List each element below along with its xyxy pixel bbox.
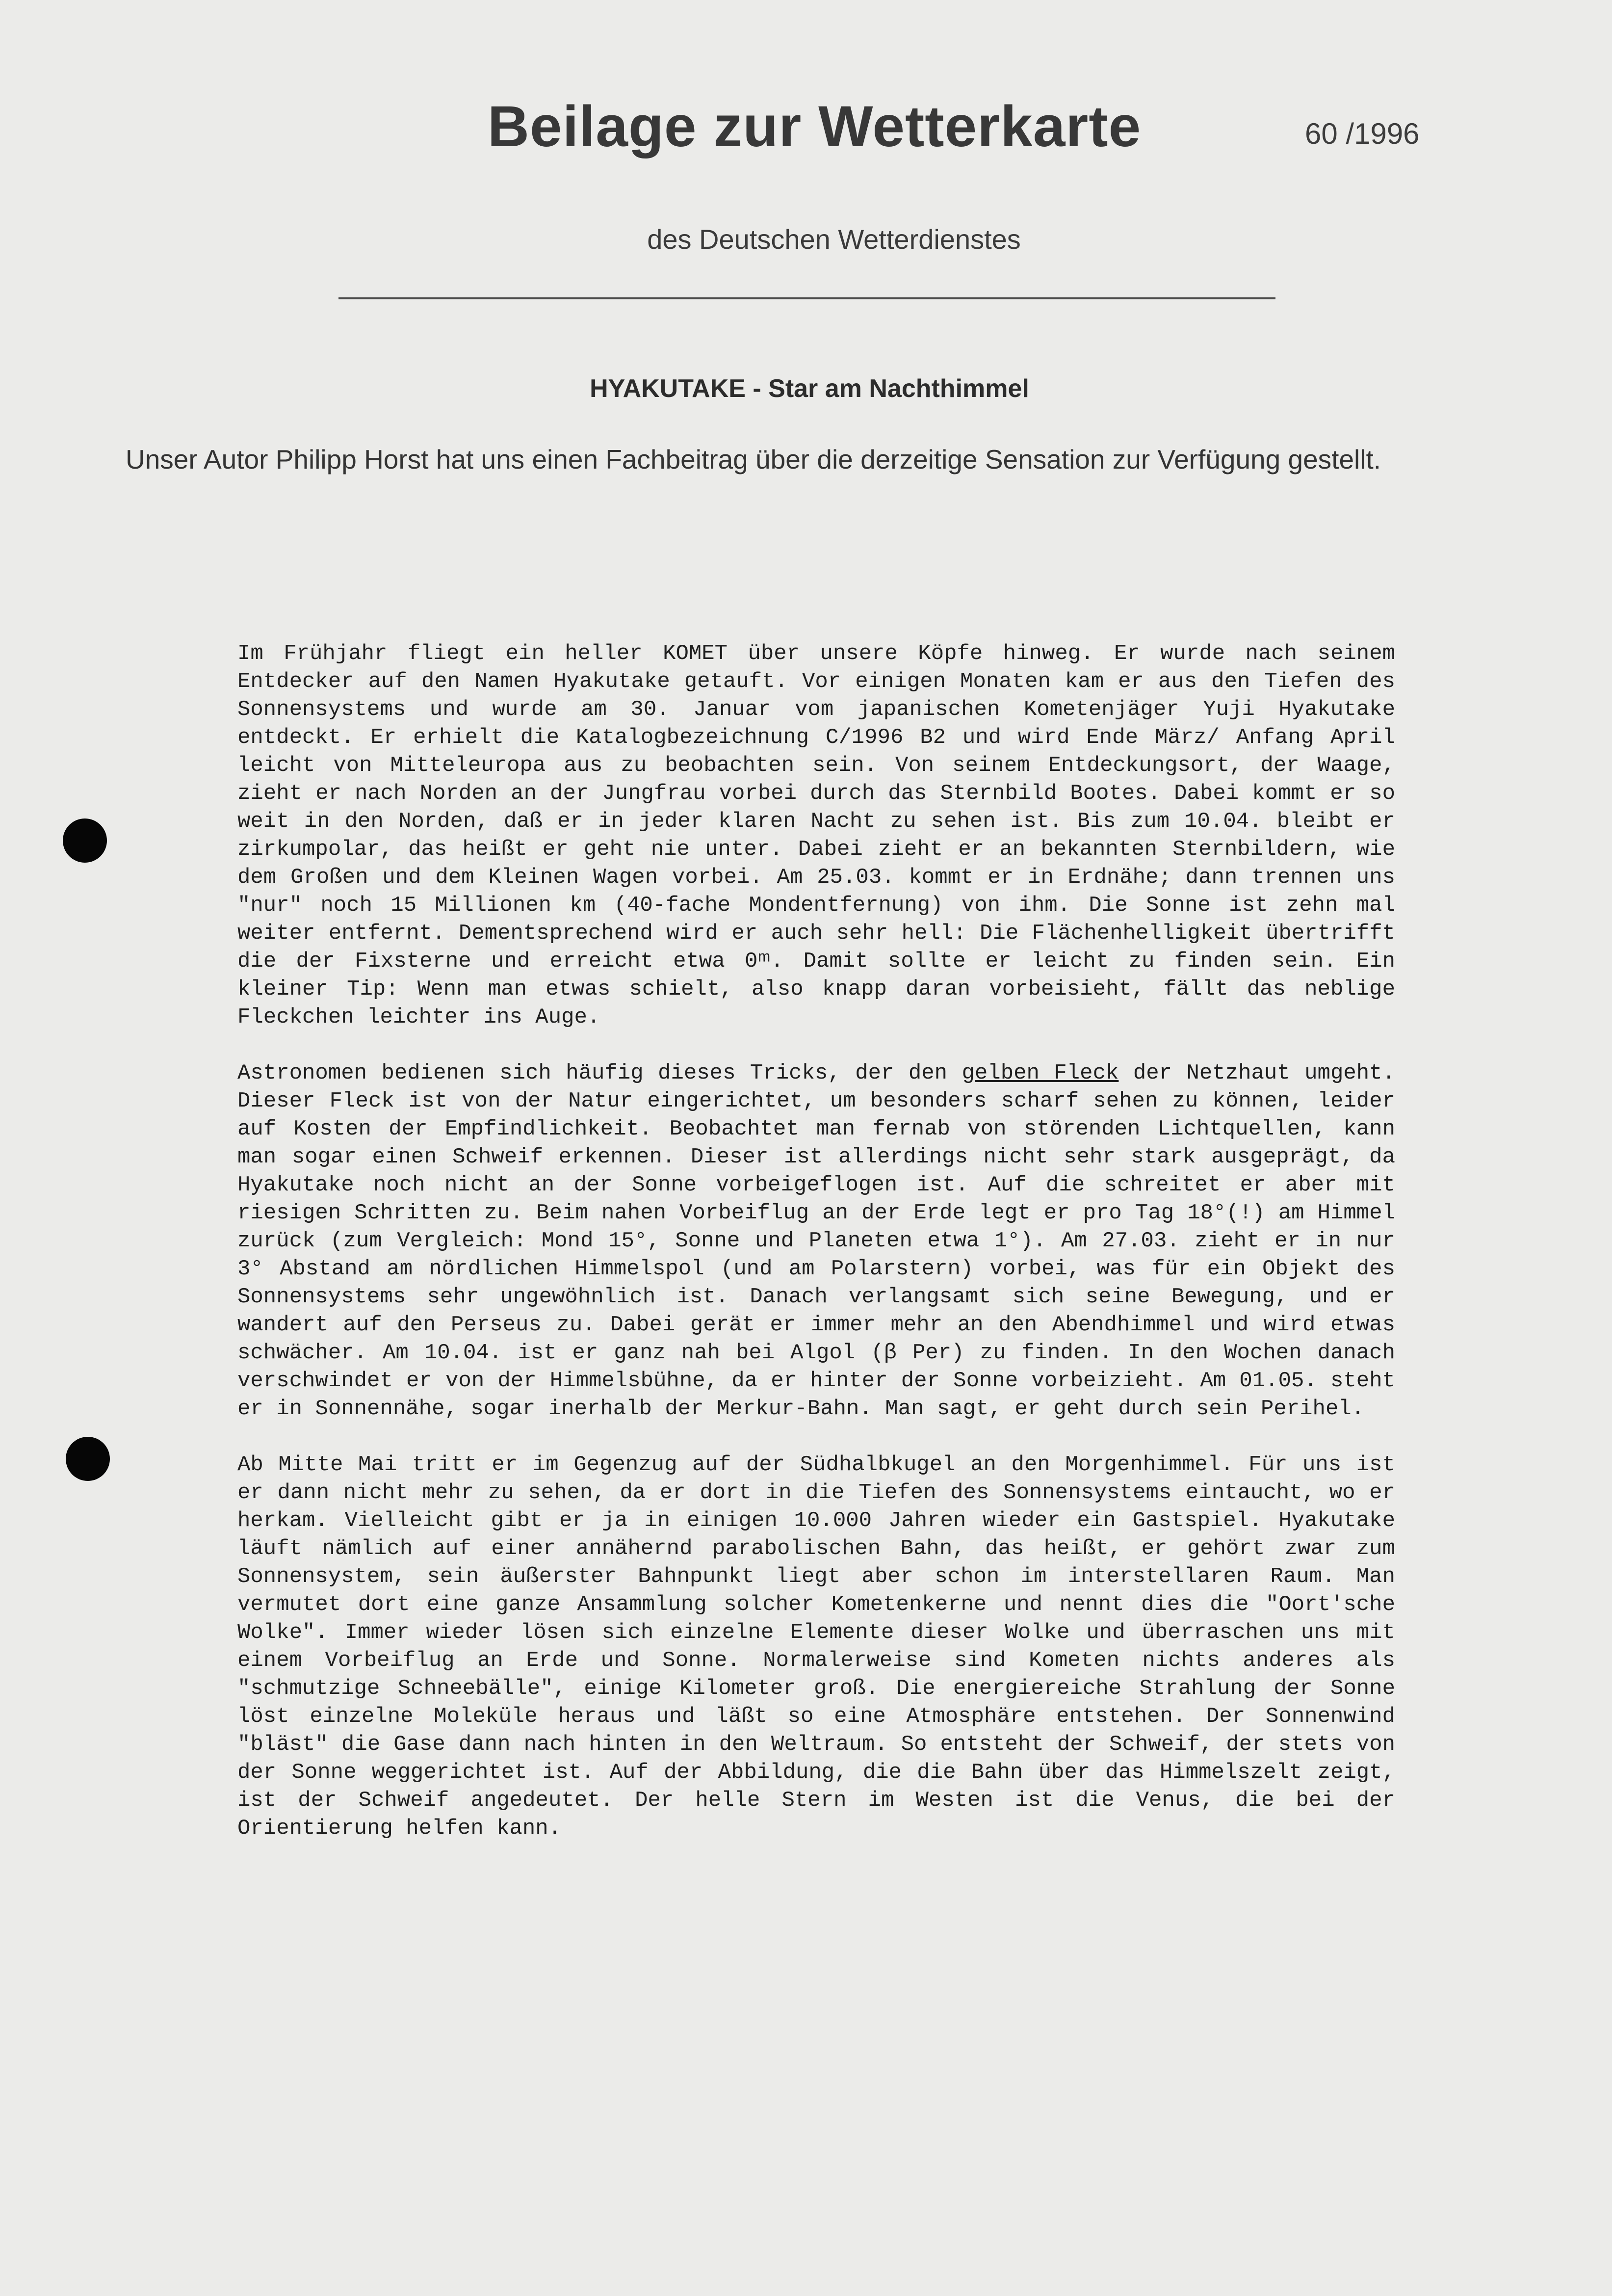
paragraph-2 <box>237 1059 1395 1423</box>
paragraph-3: Ab Mitte Mai tritt er im Gegenzug auf der Südhalbkugel an den Morgenhimmel. Für uns ist er dann nicht mehr zu sehen, da er dort in die Tiefen des Sonnensystems eintaucht, wo er herkam. Vielleicht gibt er ja in einigen 10.000 Jahren wieder ein Gastspiel. Hyakutake läuft nämlich auf einer annähernd parabolischen Bahn, das heißt, er gehört zwar zum Sonnensystem, sein äußerster Bahnpunkt liegt aber schon im interstellaren Raum. Man vermutet dort eine ganze Ansammlung solcher Kometenkerne und nennt dies die "Oort'sche Wolke". Immer wieder lösen sich einzelne Elemente dieser Wolke und überraschen uns mit einem Vorbeiflug an Erde und Sonne. Normalerweise sind Kometen nichts anderes als "schmutzige Schneebälle", einige Kilometer groß. Die energiereiche Strahlung der Sonne löst einzelne Moleküle heraus und läßt so eine Atmosphäre entstehen. Der Sonnenwind "bläst" die Gase dann nach hinten in den Weltraum. So entsteht der Schweif, der stets von der Sonne weggerichtet ist. Auf der Abbildung, die die Bahn über das Himmelszelt zeigt, ist der Schweif angedeutet. Der helle Stern im Westen ist die Venus, die bei der Orientierung helfen kann. <box>237 1452 1395 1841</box>
paragraph-2-rest: der Netzhaut umgeht. Dieser Fleck ist von der Natur eingerichtet, um besonders scharf sehen zu können, leider auf Kosten der Empfindlichkeit. Beobachtet man fernab von störenden Lichtquellen, kann man sogar einen Schweif erkennen. Dieser ist allerdings nicht sehr stark ausgeprägt, da Hyakutake noch nicht an der Sonne vorbeigeflogen ist. Auf die schreitet er aber mit riesigen Schritten zu. Beim nahen Vorbeiflug an der Erde legt er pro Tag 18°(!) am Himmel zurück (zum Vergleich: Mond 15°, Sonne und Planeten etwa 1°). Am 27.03. zieht er in nur 3° Abstand am nördlichen Himmelspol (und am Polarstern) vorbei, was für ein Objekt des Sonnensystems sehr ungewöhnlich ist. Danach verlangsamt sich seine Bewegung, und er wandert auf den Perseus zu. Dabei gerät er immer mehr an den Abendhimmel und wird etwas schwächer. Am 10.04. ist er ganz nah bei Algol (β Per) zu finden. In den Wochen danach verschwindet er von der Himmelsbühne, da er hinter der Sonne vorbeizieht. Am 01.05. steht er in Sonnennähe, sogar inerhalb der Merkur-Bahn. Man sagt, er geht durch sein Perihel. <box>237 1061 1395 1421</box>
paragraph-2-start: Astronomen bedienen sich häufig dieses Tricks, der den <box>237 1061 962 1085</box>
article-intro: Unser Autor Philipp Horst hat uns einen Fachbeitrag über die derzeitige Sensation zur Verfügung gestellt. <box>126 444 1381 475</box>
header-divider <box>338 297 1275 299</box>
issue-number: 60 /1996 <box>1305 117 1420 150</box>
underlined-term: gelben Fleck <box>962 1061 1119 1085</box>
punch-hole <box>66 1437 110 1481</box>
page-title: Beilage zur Wetterkarte <box>487 94 1142 159</box>
publisher-subtitle: des Deutschen Wetterdienstes <box>647 224 1021 255</box>
article-body <box>237 640 1395 1843</box>
punch-hole <box>63 818 107 863</box>
article-headline: HYAKUTAKE - Star am Nachthimmel <box>590 374 1029 403</box>
paragraph-1: Im Frühjahr fliegt ein heller KOMET über unsere Köpfe hinweg. Er wurde nach seinem Entdecker auf den Namen Hyakutake getauft. Vor einigen Monaten kam er aus den Tiefen des Sonnensystems und wurde am 30. Januar vom japanischen Kometenjäger Yuji Hyakutake entdeckt. Er erhielt die Katalogbezeichnung C/1996 B2 und wird Ende März/ Anfang April leicht von Mitteleuropa aus zu beobachten sein. Von seinem Entdeckungsort, der Waage, zieht er nach Norden an der Jungfrau vorbei durch das Sternbild Bootes. Dabei kommt er so weit in den Norden, daß er in jeder klaren Nacht zu sehen ist. Bis zum 10.04. bleibt er zirkumpolar, das heißt er geht nie unter. Dabei zieht er an bekannten Sternbildern, wie dem Großen und dem Kleinen Wagen vorbei. Am 25.03. kommt er in Erdnähe; dann trennen uns "nur" noch 15 Millionen km (40-fache Mondentfernung) von ihm. Die Sonne ist zehn mal weiter entfernt. Dementsprechend wird er auch sehr hell: Die Flächenhelligkeit übertrifft die der Fixsterne und erreicht etwa 0ᵐ. Damit sollte er leicht zu finden sein. Ein kleiner Tip: Wenn man etwas schielt, also knapp daran vorbeisieht, fällt das neblige Fleckchen leichter ins Auge. <box>237 641 1395 1029</box>
